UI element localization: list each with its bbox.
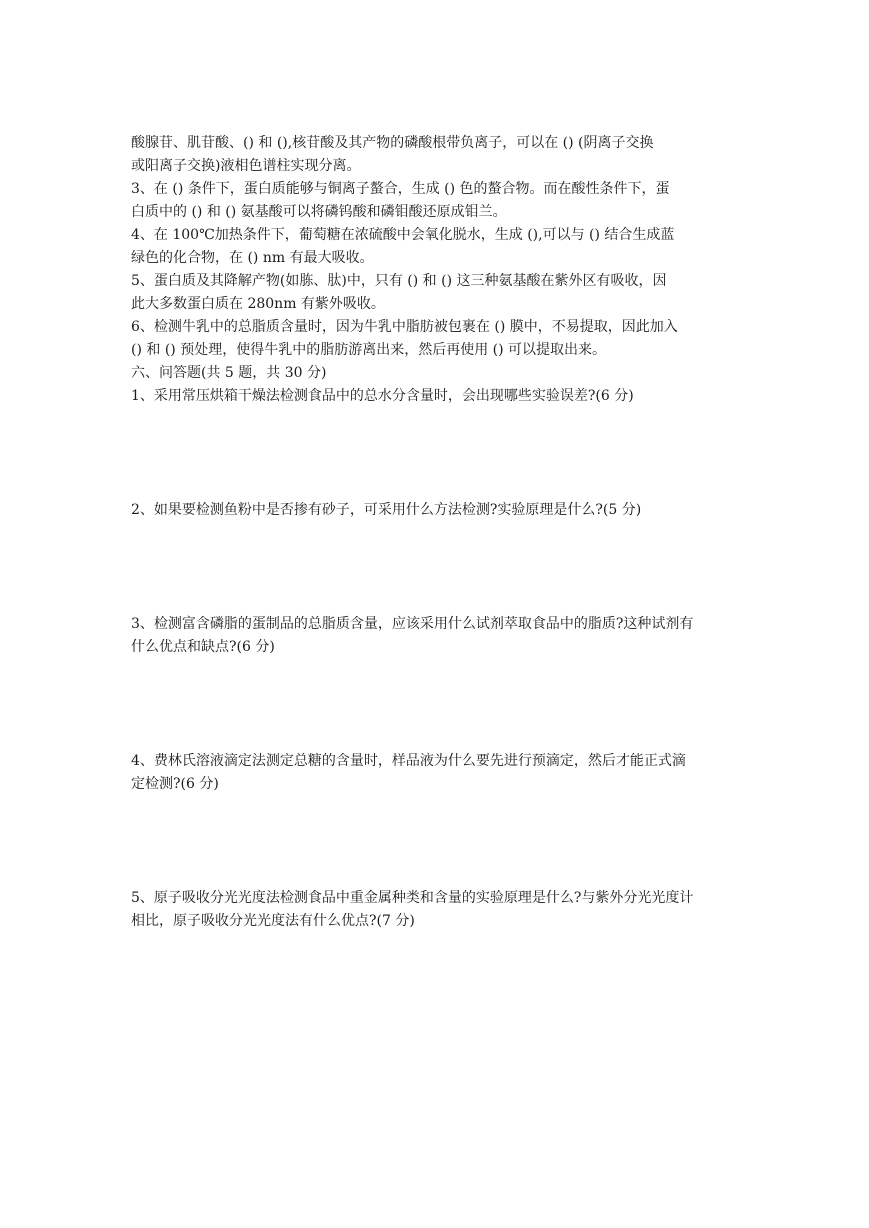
- question-4-line-2: 定检测?(6 分): [131, 776, 219, 792]
- question-1-line-1: 1、采用常压烘箱干燥法检测食品中的总水分含量时，会出现哪些实验误差?(6 分): [131, 388, 634, 404]
- item-4-line-2: 绿色的化合物，在 () nm 有最大吸收。: [131, 250, 374, 266]
- question-3-line-1: 3、检测富含磷脂的蛋制品的总脂质含量，应该采用什么试剂萃取食品中的脂质?这种试剂有: [131, 616, 694, 632]
- item-5-line-1: 5、蛋白质及其降解产物(如胨、肽)中，只有 () 和 () 这三种氨基酸在紫外区有吸收，因: [131, 273, 667, 289]
- item-3-line-1: 3、在 () 条件下，蛋白质能够与铜离子螯合，生成 () 色的螯合物。而在酸性条件下，蛋: [131, 181, 670, 197]
- question-3-line-2: 什么优点和缺点?(6 分): [131, 639, 275, 655]
- item-6-line-2: () 和 () 预处理，使得牛乳中的脂肪游离出来，然后再使用 () 可以提取出来。: [131, 342, 607, 358]
- question-5-line-1: 5、原子吸收分光光度法检测食品中重金属种类和含量的实验原理是什么?与紫外分光光度计: [131, 890, 694, 906]
- item-5-line-2: 此大多数蛋白质在 280nm 有紫外吸收。: [131, 296, 385, 312]
- item-3-line-2: 白质中的 () 和 () 氨基酸可以将磷钨酸和磷钼酸还原成钼兰。: [131, 204, 507, 220]
- item-2-tail-line-2: 或阳离子交换)液相色谱柱实现分离。: [131, 158, 361, 174]
- question-5-line-2: 相比，原子吸收分光光度法有什么优点?(7 分): [131, 913, 415, 929]
- question-2-line-1: 2、如果要检测鱼粉中是否掺有砂子，可采用什么方法检测?实验原理是什么?(5 分): [131, 502, 642, 518]
- item-4-line-1: 4、在 100℃加热条件下，葡萄糖在浓硫酸中会氧化脱水，生成 (),可以与 () 结合生成蓝: [131, 227, 675, 243]
- item-2-tail-line-1: 酸腺苷、肌苷酸、() 和 (),核苷酸及其产物的磷酸根带负离子，可以在 () (阴离子交换: [131, 135, 654, 151]
- question-4-line-1: 4、费林氏溶液滴定法测定总糖的含量时，样品液为什么要先进行预滴定，然后才能正式滴: [131, 753, 686, 769]
- section-six-heading: 六、问答题(共 5 题，共 30 分): [131, 365, 327, 381]
- item-6-line-1: 6、检测牛乳中的总脂质含量时，因为牛乳中脂肪被包裹在 () 膜中，不易提取，因此加入: [131, 319, 678, 335]
